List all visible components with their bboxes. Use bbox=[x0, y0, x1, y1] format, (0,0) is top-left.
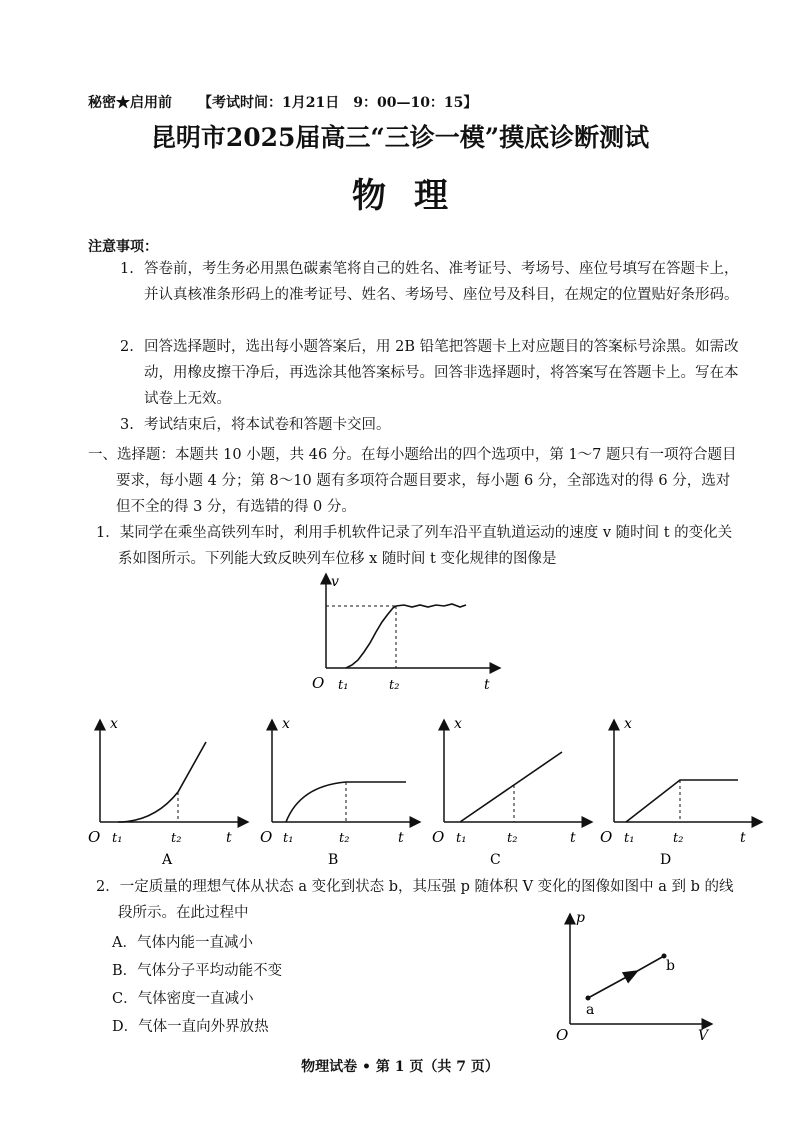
question-1 bbox=[96, 520, 740, 572]
page-footer: 物理试卷 • 第 1 页（共 7 页） bbox=[301, 1059, 499, 1075]
note-text: 回答选择题时，选出每小题答案后，用 2B 铅笔把答题卡上对应题目的答案标号涂黑。如需改动，用橡皮擦干净后，再选涂其他答案标号。回答非选择题时，将答案写在答题卡上。写在本试卷上无效。 bbox=[144, 339, 739, 407]
question-2-text: 2．一定质量的理想气体从状态 a 变化到状态 b，其压强 p 随体积 V 变化的图像如图中 a 到 b 的线段所示。在此过程中 bbox=[96, 879, 734, 921]
note-text: 考试结束后，将本试卷和答题卡交回。 bbox=[144, 417, 391, 433]
displacement-line bbox=[460, 752, 562, 822]
option-label: A bbox=[162, 852, 173, 868]
q1-option-b-graph[interactable] bbox=[256, 712, 426, 872]
origin-label: O bbox=[88, 828, 101, 846]
process-arrow bbox=[588, 974, 632, 998]
q1-option-d-graph[interactable] bbox=[598, 712, 770, 872]
t2-label: t₂ bbox=[171, 831, 182, 846]
origin-label: O bbox=[556, 1026, 569, 1044]
subject-title: 物理 bbox=[352, 176, 476, 216]
q2-option-d[interactable]: D．气体一直向外界放热 bbox=[112, 1019, 269, 1035]
q1-option-a-graph[interactable] bbox=[84, 712, 254, 872]
point-b-label: b bbox=[666, 958, 675, 974]
t1-label: t₁ bbox=[456, 831, 467, 846]
notes-heading: 注意事项： bbox=[88, 239, 158, 255]
displacement-line bbox=[626, 780, 738, 822]
q1-option-c-graph[interactable] bbox=[428, 712, 598, 872]
point-a-label: a bbox=[586, 1002, 595, 1018]
note-number: 1. bbox=[120, 261, 134, 277]
q2-option-b[interactable]: B．气体分子平均动能不变 bbox=[112, 963, 283, 979]
option-label: B bbox=[328, 852, 339, 868]
option-label: C bbox=[490, 852, 501, 868]
velocity-curve bbox=[346, 604, 466, 668]
displacement-curve bbox=[118, 742, 206, 822]
x-axis-label: x bbox=[624, 716, 632, 732]
t2-label: t₂ bbox=[389, 678, 400, 693]
q1-main-graph bbox=[300, 568, 510, 694]
section-text: 一、选择题：本题共 10 小题，共 46 分。在每小题给出的四个选项中，第 1～7 题只有一项符合题目要求，每小题 4 分；第 8～10 题有多项符合题目要求，每小题 6 分，全部选对的得 6 分，选对但不全的得 3 分，有选错的得 0 分。 bbox=[88, 447, 737, 515]
p-axis-label: p bbox=[576, 910, 585, 926]
point-a bbox=[586, 996, 591, 1001]
v-axis-label: v bbox=[331, 574, 339, 590]
note-item bbox=[120, 334, 740, 412]
origin-label: O bbox=[432, 828, 445, 846]
origin-label: O bbox=[312, 674, 325, 692]
t-axis-label: t bbox=[740, 830, 746, 846]
t2-label: t₂ bbox=[673, 831, 684, 846]
note-text: 答卷前，考生务必用黑色碳素笔将自己的姓名、准考证号、考场号、座位号填写在答题卡上，并认真核准条形码上的准考证号、姓名、考场号、座位号及科目，在规定的位置贴好条形码。 bbox=[144, 261, 739, 303]
origin-label: O bbox=[260, 828, 273, 846]
t1-label: t₁ bbox=[112, 831, 123, 846]
v-axis-label: V bbox=[698, 1028, 709, 1044]
x-axis-label: x bbox=[110, 716, 118, 732]
question-1-text: 1．某同学在乘坐高铁列车时，利用手机软件记录了列车沿平直轨道运动的速度 v 随时间 t 的变化关系如图所示。下列能大致反映列车位移 x 随时间 t 变化规律的图像是 bbox=[96, 525, 733, 567]
q2-option-a[interactable]: A．气体内能一直减小 bbox=[112, 935, 253, 951]
q2-pv-graph bbox=[552, 906, 722, 1046]
section-instructions bbox=[88, 442, 738, 520]
secret-label: 秘密★启用前 bbox=[88, 95, 172, 111]
exam-time: 【考试时间：1月21日 9：00—10：15】 bbox=[198, 95, 478, 111]
t-axis-label: t bbox=[398, 830, 404, 846]
q2-option-c[interactable]: C．气体密度一直减小 bbox=[112, 991, 254, 1007]
note-item bbox=[120, 412, 740, 438]
option-label: D bbox=[660, 852, 672, 868]
t-axis-label: t bbox=[570, 830, 576, 846]
t2-label: t₂ bbox=[507, 831, 518, 846]
page-title: 昆明市2025届高三“三诊一模”摸底诊断测试 bbox=[150, 123, 650, 152]
t2-label: t₂ bbox=[339, 831, 350, 846]
process-line bbox=[632, 956, 664, 974]
t1-label: t₁ bbox=[624, 831, 635, 846]
x-axis-label: x bbox=[454, 716, 462, 732]
t-axis-label: t bbox=[484, 677, 490, 693]
t1-label: t₁ bbox=[338, 678, 349, 693]
note-item bbox=[120, 256, 740, 308]
note-number: 2. bbox=[120, 339, 134, 355]
x-axis-label: x bbox=[282, 716, 290, 732]
t-axis-label: t bbox=[226, 830, 232, 846]
t1-label: t₁ bbox=[283, 831, 294, 846]
note-number: 3. bbox=[120, 417, 134, 433]
origin-label: O bbox=[600, 828, 613, 846]
exam-header bbox=[88, 92, 477, 112]
